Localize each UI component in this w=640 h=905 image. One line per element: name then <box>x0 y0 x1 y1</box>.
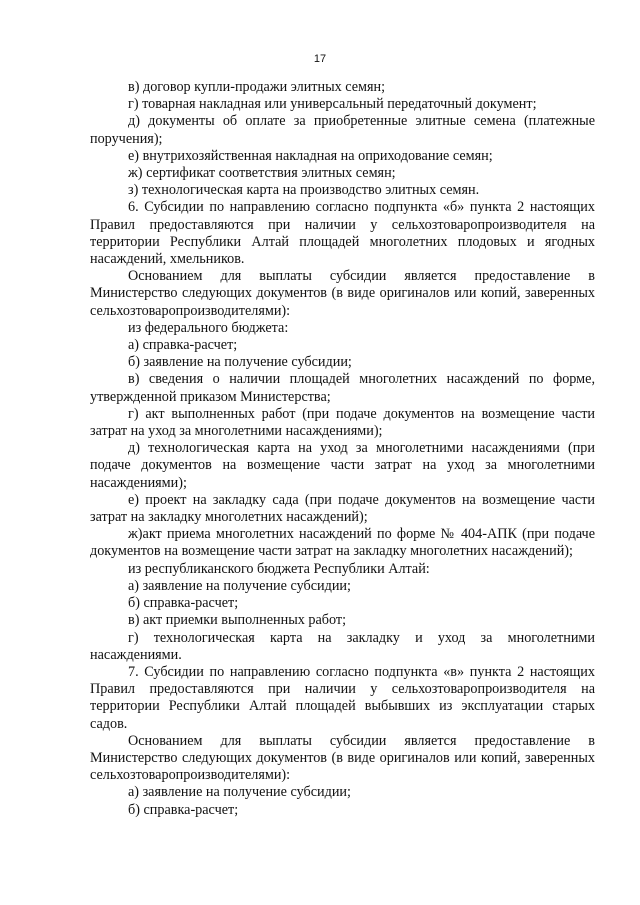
paragraph: а) заявление на получение субсидии; <box>128 784 351 801</box>
paragraph: в) акт приемки выполненных работ; <box>128 612 347 629</box>
paragraph: е) проект на закладку сада (при подаче документов на возмещение части затрат на закладку многолетних насаждений); <box>90 491 595 526</box>
paragraph: 7. Субсидии по направлению согласно подпункта «в» пункта 2 настоящих Правил предоставляются при наличии у сельхозтоваропроизводителя на территории Республики Алтай площадей выбывших из эксплуатации старых садов. <box>90 663 595 732</box>
paragraph: а) справка-расчет; <box>128 337 238 354</box>
paragraph: д) документы об оплате за приобретенные элитные семена (платежные поручения); <box>90 113 595 147</box>
paragraph: в) договор купли-продажи элитных семян; <box>128 79 386 95</box>
paragraph: из федерального бюджета: <box>128 319 289 336</box>
paragraph: б) заявление на получение субсидии; <box>128 354 352 371</box>
paragraph: ж)акт приема многолетних насаждений по форме № 404-АПК (при подаче документов на возмещение части затрат на закладку многолетних насаждений); <box>90 526 595 560</box>
paragraph: г) технологическая карта на закладку и уход за многолетними насаждениями. <box>90 629 595 663</box>
paragraph: а) заявление на получение субсидии; <box>128 577 351 594</box>
paragraph: из республиканского бюджета Республики Алтай: <box>128 560 430 577</box>
paragraph: Основанием для выплаты субсидии является предоставление в Министерство следующих документов (в виде оригиналов или копий, заверенных сельхозтоваропроизводителями): <box>90 268 595 319</box>
document-body <box>90 79 595 819</box>
paragraph: ж) сертификат соответствия элитных семян; <box>128 165 396 182</box>
paragraph: в) сведения о наличии площадей многолетних насаждений по форме, утвержденной приказом Министерства; <box>90 371 595 405</box>
page-number: 17 <box>313 53 327 65</box>
paragraph: д) технологическая карта на уход за многолетними насаждениями (при подаче документов на возмещение части затрат на уход за многолетними насаждениями); <box>90 440 595 491</box>
paragraph: б) справка-расчет; <box>128 595 239 612</box>
paragraph: б) справка-расчет; <box>128 801 239 818</box>
paragraph: г) товарная накладная или универсальный передаточный документ; <box>128 96 537 113</box>
paragraph: г) акт выполненных работ (при подаче документов на возмещение части затрат на уход за многолетними насаждениями); <box>90 405 595 440</box>
paragraph: е) внутрихозяйственная накладная на оприходование семян; <box>128 147 493 164</box>
paragraph: 6. Субсидии по направлению согласно подпункта «б» пункта 2 настоящих Правил предоставляются при наличии у сельхозтоваропроизводителя на территории Республики Алтай площадей многолетних плодовых и ягодных насаждений, хмельников. <box>90 199 595 268</box>
paragraph: з) технологическая карта на производство элитных семян. <box>128 182 480 199</box>
paragraph: Основанием для выплаты субсидии является предоставление в Министерство следующих документов (в виде оригиналов или копий, заверенных сельхозтоваропроизводителями): <box>90 732 595 784</box>
